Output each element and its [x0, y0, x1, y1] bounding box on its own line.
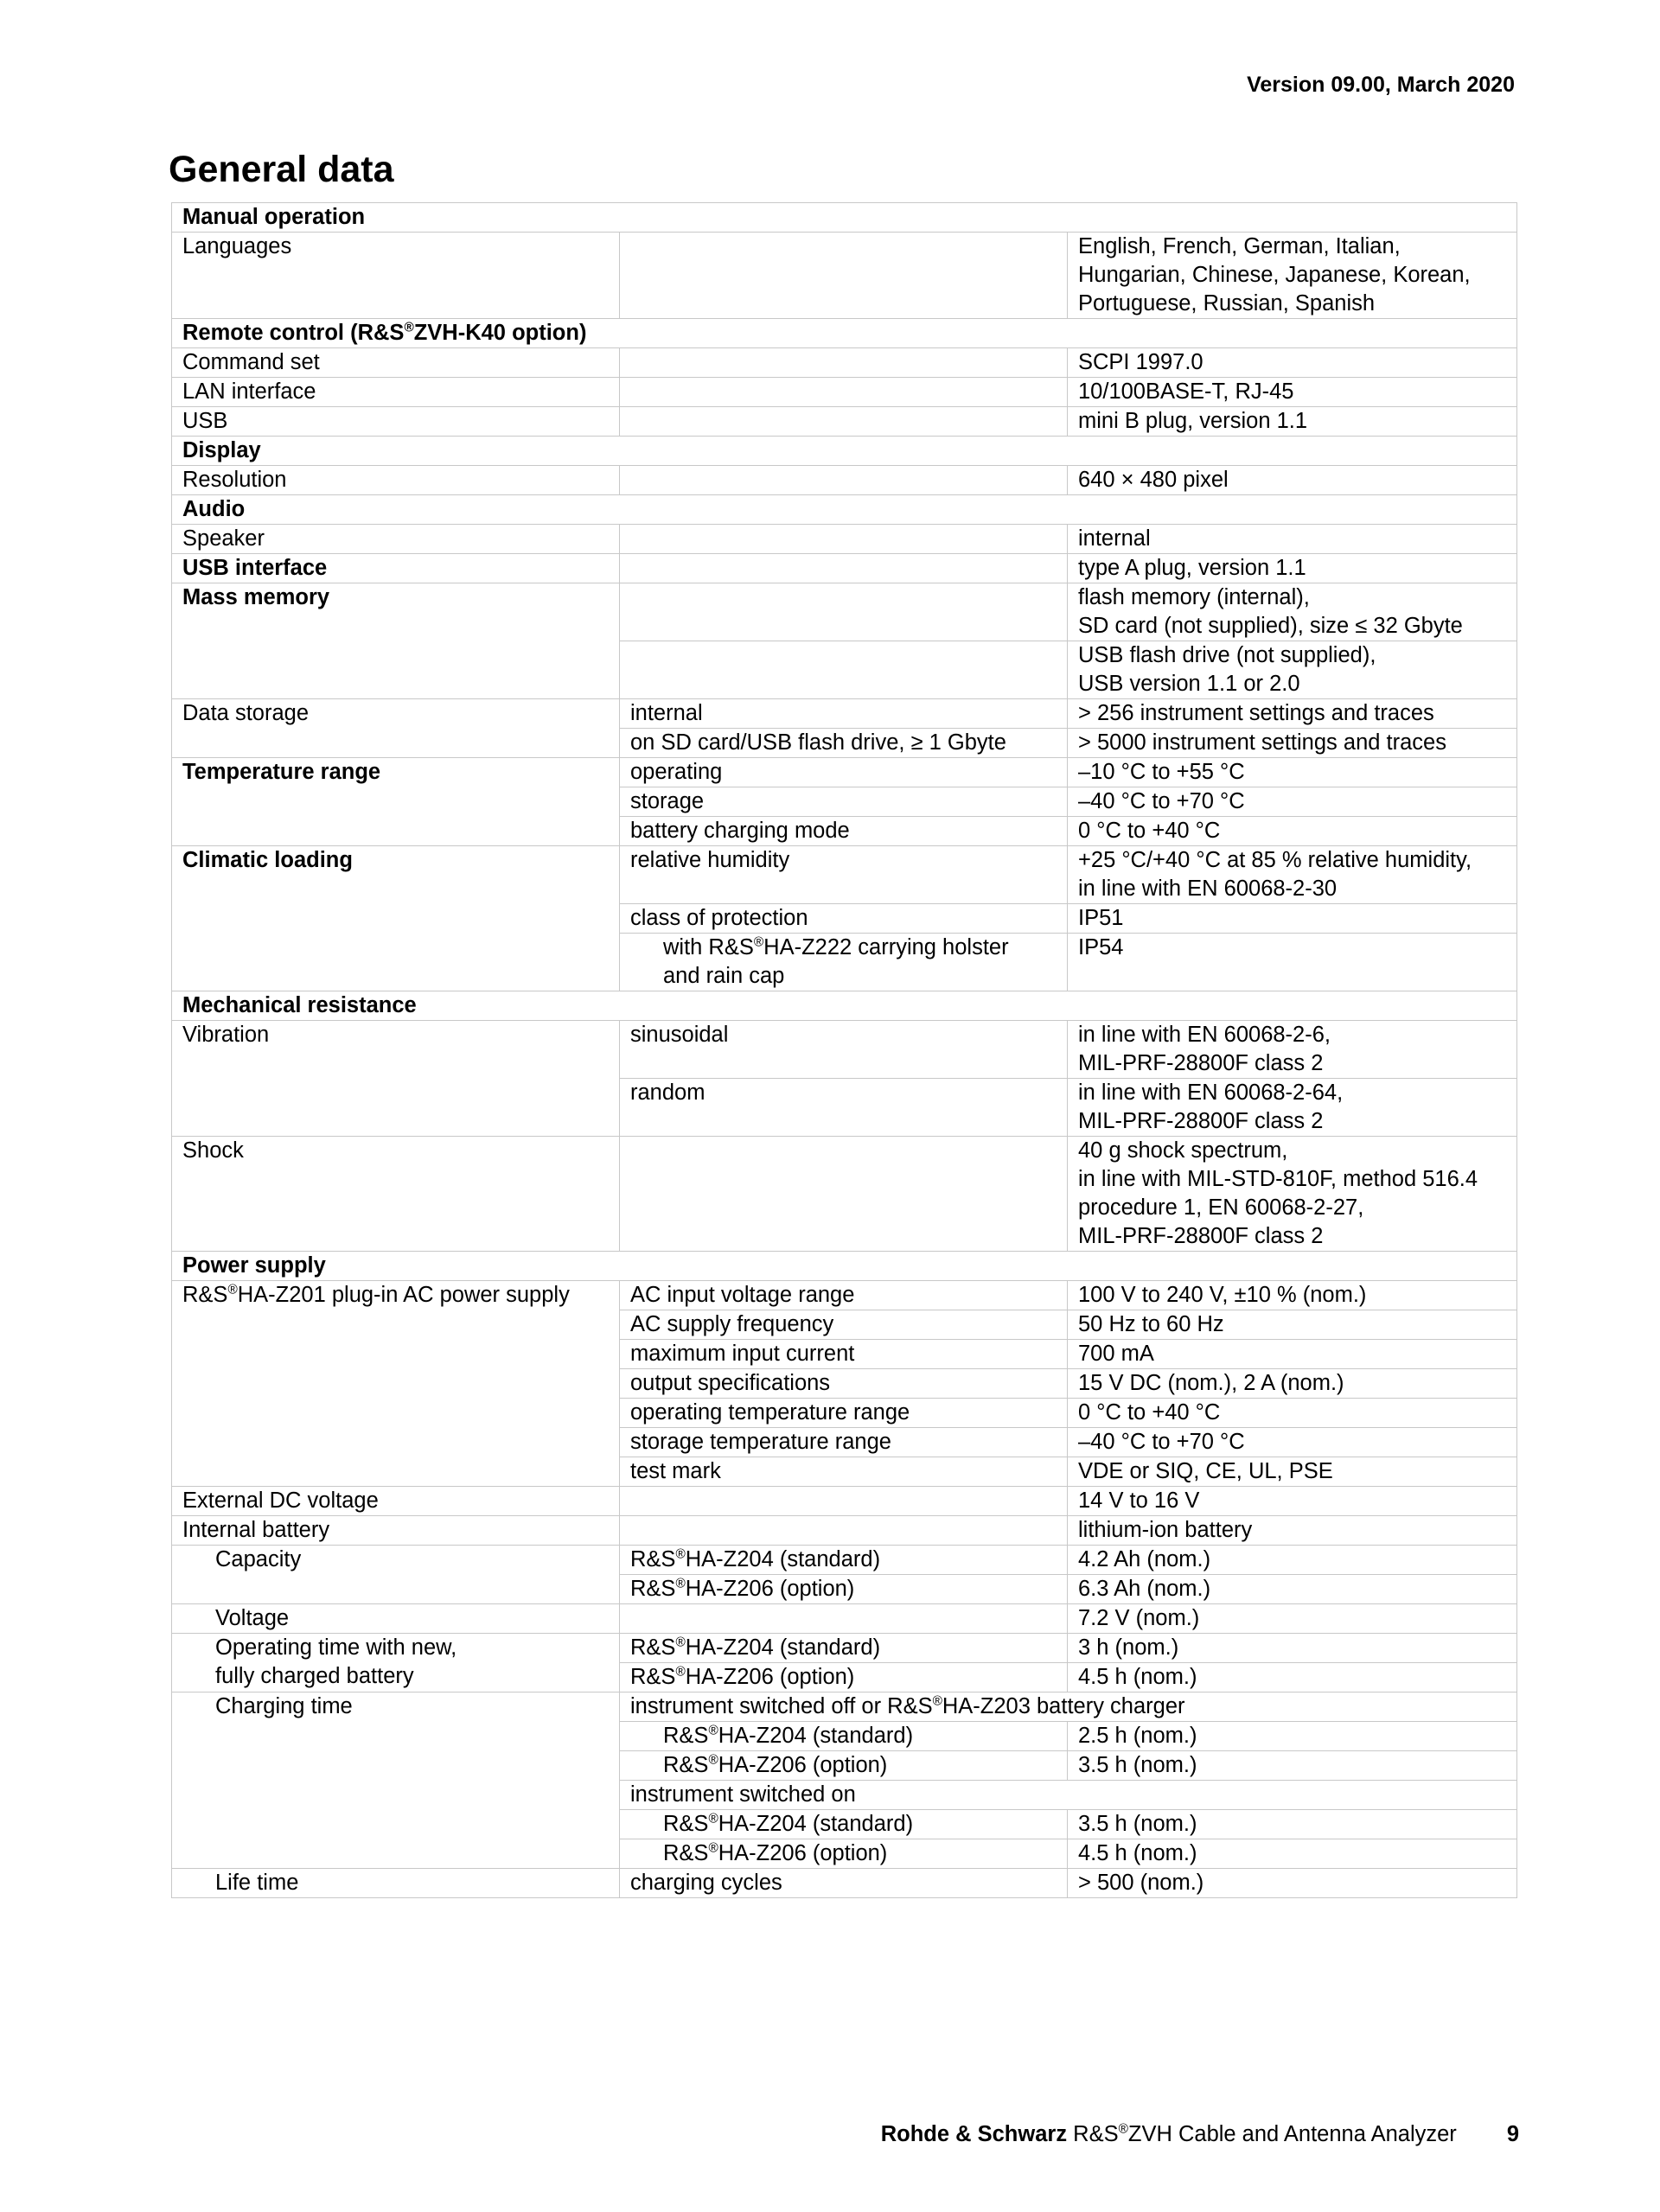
condition-cell: AC supply frequency	[620, 1310, 1068, 1340]
condition-cell: storage temperature range	[620, 1428, 1068, 1457]
value-cell: internal	[1068, 525, 1517, 554]
parameter-cell: USB	[172, 407, 620, 437]
condition-cell: AC input voltage range	[620, 1281, 1068, 1310]
parameter-cell: Command set	[172, 348, 620, 378]
condition-cell: charging cycles	[620, 1869, 1068, 1898]
parameter-cell: Climatic loading	[172, 846, 620, 991]
value-cell: > 500 (nom.)	[1068, 1869, 1517, 1898]
value-cell: 40 g shock spectrum, in line with MIL-STD-810F, method 516.4 procedure 1, EN 60068-2-27, MIL-PRF-28800F class 2	[1068, 1137, 1517, 1252]
value-cell: 4.2 Ah (nom.)	[1068, 1546, 1517, 1575]
condition-cell: output specifications	[620, 1369, 1068, 1399]
value-cell: IP54	[1068, 934, 1517, 991]
condition-cell: R&S®HA-Z206 (option)	[620, 1839, 1068, 1869]
value-cell: 3 h (nom.)	[1068, 1634, 1517, 1663]
table-row	[172, 1546, 1517, 1575]
condition-cell	[620, 466, 1068, 495]
parameter-cell: Life time	[172, 1869, 620, 1898]
table-row	[172, 1692, 1517, 1722]
section-heading: Power supply	[172, 1252, 1517, 1281]
condition-cell: class of protection	[620, 904, 1068, 934]
condition-cell	[620, 583, 1068, 641]
parameter-cell: Speaker	[172, 525, 620, 554]
condition-cell	[620, 348, 1068, 378]
value-cell: 10/100BASE-T, RJ-45	[1068, 378, 1517, 407]
condition-cell: on SD card/USB flash drive, ≥ 1 Gbyte	[620, 729, 1068, 758]
condition-cell	[620, 1137, 1068, 1252]
table-row	[172, 583, 1517, 641]
condition-cell: internal	[620, 699, 1068, 729]
value-cell: type A plug, version 1.1	[1068, 554, 1517, 583]
value-cell: flash memory (internal), SD card (not supplied), size ≤ 32 Gbyte	[1068, 583, 1517, 641]
condition-cell: sinusoidal	[620, 1021, 1068, 1079]
section-row	[172, 495, 1517, 525]
page-footer	[881, 2122, 1519, 2147]
value-cell: mini B plug, version 1.1	[1068, 407, 1517, 437]
condition-span-cell: instrument switched on	[620, 1781, 1517, 1810]
section-row	[172, 203, 1517, 233]
condition-cell: operating	[620, 758, 1068, 787]
table-row	[172, 1137, 1517, 1252]
parameter-cell: Resolution	[172, 466, 620, 495]
table-row	[172, 1021, 1517, 1079]
condition-cell: test mark	[620, 1457, 1068, 1487]
table-row	[172, 466, 1517, 495]
condition-cell: R&S®HA-Z206 (option)	[620, 1663, 1068, 1692]
table-row	[172, 378, 1517, 407]
parameter-cell: Temperature range	[172, 758, 620, 846]
value-cell: USB flash drive (not supplied), USB version 1.1 or 2.0	[1068, 641, 1517, 699]
condition-cell	[620, 1516, 1068, 1546]
condition-cell: storage	[620, 787, 1068, 817]
version-label: Version 09.00, March 2020	[1247, 73, 1515, 97]
footer-product: R&S®ZVH Cable and Antenna Analyzer	[1067, 2121, 1457, 2146]
parameter-cell: Languages	[172, 233, 620, 319]
value-cell: lithium-ion battery	[1068, 1516, 1517, 1546]
condition-cell: with R&S®HA-Z222 carrying holster and rain cap	[620, 934, 1068, 991]
condition-span-cell: instrument switched off or R&S®HA-Z203 battery charger	[620, 1692, 1517, 1722]
value-cell: in line with EN 60068-2-6, MIL-PRF-28800F class 2	[1068, 1021, 1517, 1079]
section-row	[172, 1252, 1517, 1281]
table-row	[172, 233, 1517, 319]
value-cell: SCPI 1997.0	[1068, 348, 1517, 378]
condition-cell: R&S®HA-Z204 (standard)	[620, 1546, 1068, 1575]
value-cell: 14 V to 16 V	[1068, 1487, 1517, 1516]
value-cell: 700 mA	[1068, 1340, 1517, 1369]
condition-cell	[620, 1487, 1068, 1516]
table-row	[172, 1869, 1517, 1898]
value-cell: VDE or SIQ, CE, UL, PSE	[1068, 1457, 1517, 1487]
value-cell: 6.3 Ah (nom.)	[1068, 1575, 1517, 1604]
value-cell: > 5000 instrument settings and traces	[1068, 729, 1517, 758]
value-cell: 3.5 h (nom.)	[1068, 1751, 1517, 1781]
parameter-cell: Capacity	[172, 1546, 620, 1604]
parameter-cell: Data storage	[172, 699, 620, 758]
value-cell: –10 °C to +55 °C	[1068, 758, 1517, 787]
value-cell: –40 °C to +70 °C	[1068, 787, 1517, 817]
section-row	[172, 437, 1517, 466]
value-cell: 640 × 480 pixel	[1068, 466, 1517, 495]
condition-cell	[620, 407, 1068, 437]
condition-cell: R&S®HA-Z204 (standard)	[620, 1722, 1068, 1751]
value-cell: 3.5 h (nom.)	[1068, 1810, 1517, 1839]
value-cell: 50 Hz to 60 Hz	[1068, 1310, 1517, 1340]
value-cell: –40 °C to +70 °C	[1068, 1428, 1517, 1457]
value-cell: +25 °C/+40 °C at 85 % relative humidity, in line with EN 60068-2-30	[1068, 846, 1517, 904]
table-row	[172, 1487, 1517, 1516]
section-heading: Display	[172, 437, 1517, 466]
table-row	[172, 699, 1517, 729]
page-number: 9	[1506, 2122, 1519, 2146]
parameter-cell: External DC voltage	[172, 1487, 620, 1516]
condition-cell	[620, 378, 1068, 407]
condition-cell	[620, 641, 1068, 699]
table-row	[172, 525, 1517, 554]
condition-cell	[620, 525, 1068, 554]
condition-cell: random	[620, 1079, 1068, 1137]
condition-cell: R&S®HA-Z206 (option)	[620, 1575, 1068, 1604]
condition-cell: R&S®HA-Z204 (standard)	[620, 1634, 1068, 1663]
section-heading: Manual operation	[172, 203, 1517, 233]
table-row	[172, 554, 1517, 583]
condition-cell: battery charging mode	[620, 817, 1068, 846]
table-row	[172, 407, 1517, 437]
parameter-cell: Internal battery	[172, 1516, 620, 1546]
value-cell: 4.5 h (nom.)	[1068, 1839, 1517, 1869]
value-cell: > 256 instrument settings and traces	[1068, 699, 1517, 729]
footer-brand: Rohde & Schwarz	[880, 2122, 1068, 2146]
section-heading: Mechanical resistance	[172, 991, 1517, 1021]
parameter-cell: Charging time	[172, 1692, 620, 1869]
parameter-cell: LAN interface	[172, 378, 620, 407]
table-row	[172, 1604, 1517, 1634]
parameter-cell: Vibration	[172, 1021, 620, 1137]
parameter-cell: Shock	[172, 1137, 620, 1252]
parameter-cell: Mass memory	[172, 583, 620, 699]
value-cell: in line with EN 60068-2-64, MIL-PRF-28800F class 2	[1068, 1079, 1517, 1137]
table-row	[172, 1281, 1517, 1310]
table-row	[172, 1516, 1517, 1546]
value-cell: 4.5 h (nom.)	[1068, 1663, 1517, 1692]
value-cell: 0 °C to +40 °C	[1068, 1399, 1517, 1428]
parameter-cell: USB interface	[172, 554, 620, 583]
value-cell: 2.5 h (nom.)	[1068, 1722, 1517, 1751]
condition-cell: operating temperature range	[620, 1399, 1068, 1428]
table-row	[172, 758, 1517, 787]
value-cell: 7.2 V (nom.)	[1068, 1604, 1517, 1634]
condition-cell	[620, 233, 1068, 319]
condition-cell: R&S®HA-Z204 (standard)	[620, 1810, 1068, 1839]
parameter-cell: R&S®HA-Z201 plug-in AC power supply	[172, 1281, 620, 1487]
value-cell: English, French, German, Italian, Hungarian, Chinese, Japanese, Korean, Portuguese, Russian, Spanish	[1068, 233, 1517, 319]
section-row	[172, 319, 1517, 348]
general-data-table	[171, 202, 1517, 1898]
section-heading: Audio	[172, 495, 1517, 525]
value-cell: 100 V to 240 V, ±10 % (nom.)	[1068, 1281, 1517, 1310]
section-row	[172, 991, 1517, 1021]
table-row	[172, 1634, 1517, 1663]
table-row	[172, 348, 1517, 378]
condition-cell: maximum input current	[620, 1340, 1068, 1369]
page-title: General data	[169, 149, 394, 190]
value-cell: IP51	[1068, 904, 1517, 934]
condition-cell: relative humidity	[620, 846, 1068, 904]
condition-cell	[620, 1604, 1068, 1634]
value-cell: 15 V DC (nom.), 2 A (nom.)	[1068, 1369, 1517, 1399]
value-cell: 0 °C to +40 °C	[1068, 817, 1517, 846]
parameter-cell: Operating time with new, fully charged battery	[172, 1634, 620, 1692]
parameter-cell: Voltage	[172, 1604, 620, 1634]
condition-cell: R&S®HA-Z206 (option)	[620, 1751, 1068, 1781]
section-heading: Remote control (R&S®ZVH-K40 option)	[172, 319, 1517, 348]
condition-cell	[620, 554, 1068, 583]
table-row	[172, 846, 1517, 904]
